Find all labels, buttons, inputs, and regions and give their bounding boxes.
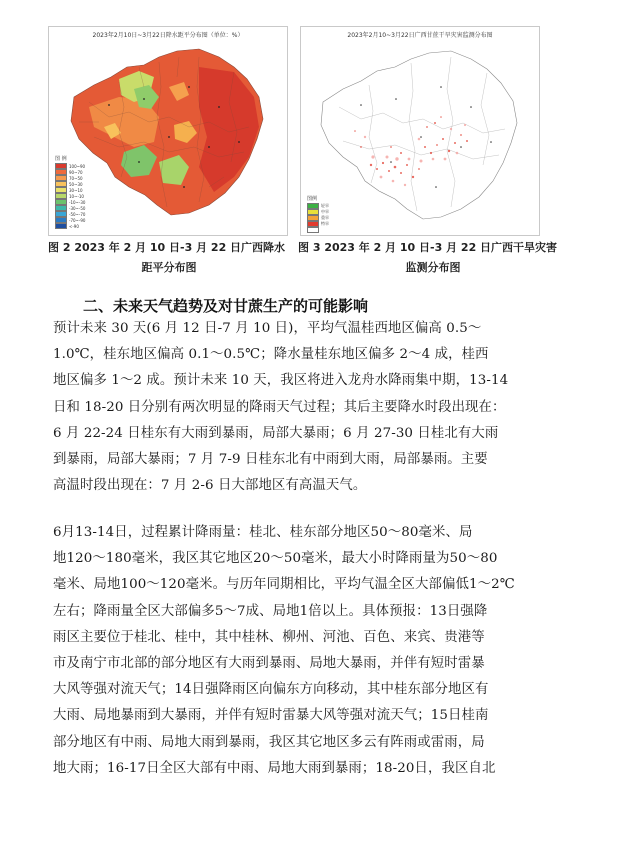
caption-line: 监测分布图 bbox=[405, 261, 461, 274]
caption-line: 距平分布图 bbox=[141, 261, 197, 274]
text-line: 地大雨；16-17日全区大部有中雨、局地大雨到暴雨；18-20日，我区自北 bbox=[53, 760, 496, 776]
text-line: 大雨、局地暴雨到大暴雨，并伴有短时雷暴大风等强对流天气；15日桂南 bbox=[53, 708, 489, 724]
legend-label: 70~50 bbox=[69, 175, 83, 181]
legend-label: -50~-70 bbox=[69, 211, 86, 217]
text-line: 地区偏多 1～2 成。预计未来 10 天，我区将进入龙舟水降雨集中期，13-14 bbox=[53, 373, 509, 389]
caption-line: 图 3 2023 年 2 月 10 日-3 月 22 日广西干旱灾害 bbox=[298, 241, 558, 254]
legend-item bbox=[307, 227, 329, 233]
precipitation-anomaly-map bbox=[48, 26, 288, 236]
figure-2-caption bbox=[48, 238, 290, 278]
drought-map-graphic bbox=[301, 27, 540, 236]
section-heading: 二、未来天气趋势及对甘蔗生产的可能影响 bbox=[83, 297, 369, 315]
text-line: 6 月 22-24 日桂东有大雨到暴雨，局部大暴雨；6 月 27-30 日桂北有大雨 bbox=[53, 425, 499, 441]
map-header: 2023年2月10日~3月22日降水距平分布图（单位：%） bbox=[92, 32, 244, 39]
legend-title: 图 例 bbox=[55, 156, 67, 162]
legend-label: 90~70 bbox=[69, 169, 83, 175]
legend-label: 重旱 bbox=[321, 215, 329, 220]
legend-label: 特旱 bbox=[321, 221, 329, 226]
legend-swatch bbox=[55, 223, 67, 229]
figure-3-caption bbox=[298, 238, 568, 278]
legend-label: 30~10 bbox=[69, 187, 83, 193]
legend-swatch bbox=[307, 227, 319, 233]
legend-item bbox=[55, 223, 85, 229]
text-line: 地120～180毫米，我区其它地区20～50毫米，最大小时降雨量为50～80 bbox=[53, 551, 498, 567]
text-line: 毫米、局地100～120毫米。与历年同期相比，平均气温全区大部偏低1～2℃ bbox=[53, 577, 515, 593]
legend-label: -70~-90 bbox=[69, 217, 86, 223]
legend-title: 图例 bbox=[307, 196, 318, 202]
legend-label: 中旱 bbox=[321, 209, 329, 214]
text-line: 1.0℃，桂东地区偏高 0.1～0.5℃；降水量桂东地区偏多 2～4 成，桂西 bbox=[53, 347, 489, 363]
text-line: 日和 18-20 日分别有两次明显的降雨天气过程；其后主要降水时段出现在： bbox=[53, 399, 506, 415]
legend-label: 轻旱 bbox=[321, 203, 329, 208]
rainfall-paragraph bbox=[53, 520, 580, 782]
legend-label: 50~30 bbox=[69, 181, 83, 187]
text-line: 市及南宁市北部的部分地区有大雨到暴雨、局地大暴雨，并伴有短时雷暴 bbox=[53, 656, 485, 672]
text-line: 雨区主要位于桂北、桂中，其中桂林、柳州、河池、百色、来宾、贵港等 bbox=[53, 629, 485, 645]
text-line: 6月13-14日，过程累计降雨量：桂北、桂东部分地区50～80毫米、局 bbox=[53, 525, 473, 540]
legend-label: -30~-50 bbox=[69, 205, 86, 211]
text-line: 部分地区有中雨、局地大雨到暴雨，我区其它地区多云有阵雨或雷雨，局 bbox=[53, 734, 485, 750]
map-header: 2023年2月10~3月22日广西甘蔗干旱灾害监测分布图 bbox=[347, 32, 493, 39]
text-line: 预计未来 30 天(6 月 12 日-7 月 10 日)，平均气温桂西地区偏高 0.5～ bbox=[53, 321, 482, 336]
text-line: 大风等强对流天气；14日强降雨区向偏东方向移动，其中桂东部分地区有 bbox=[53, 682, 489, 698]
text-line: 左右；降雨量全区大部偏多5～7成、局地1倍以上。具体预报：13日强降 bbox=[53, 603, 488, 619]
legend-label: 10~-10 bbox=[69, 193, 84, 199]
precipitation-legend bbox=[55, 155, 85, 229]
text-line: 高温时段出现在：7 月 2-6 日大部地区有高温天气。 bbox=[53, 478, 367, 494]
legend-label: <-90 bbox=[69, 223, 79, 229]
drought-monitoring-map bbox=[300, 26, 540, 236]
text-line: 到暴雨，局部大暴雨；7 月 7-9 日桂东北有中雨到大雨，局部暴雨。主要 bbox=[53, 452, 488, 468]
forecast-paragraph bbox=[53, 316, 580, 499]
caption-line: 图 2 2023 年 2 月 10 日-3 月 22 日广西降水 bbox=[48, 241, 286, 254]
drought-legend bbox=[307, 195, 329, 233]
legend-label: -10~-30 bbox=[69, 199, 86, 205]
legend-label: 100~90 bbox=[69, 163, 86, 169]
